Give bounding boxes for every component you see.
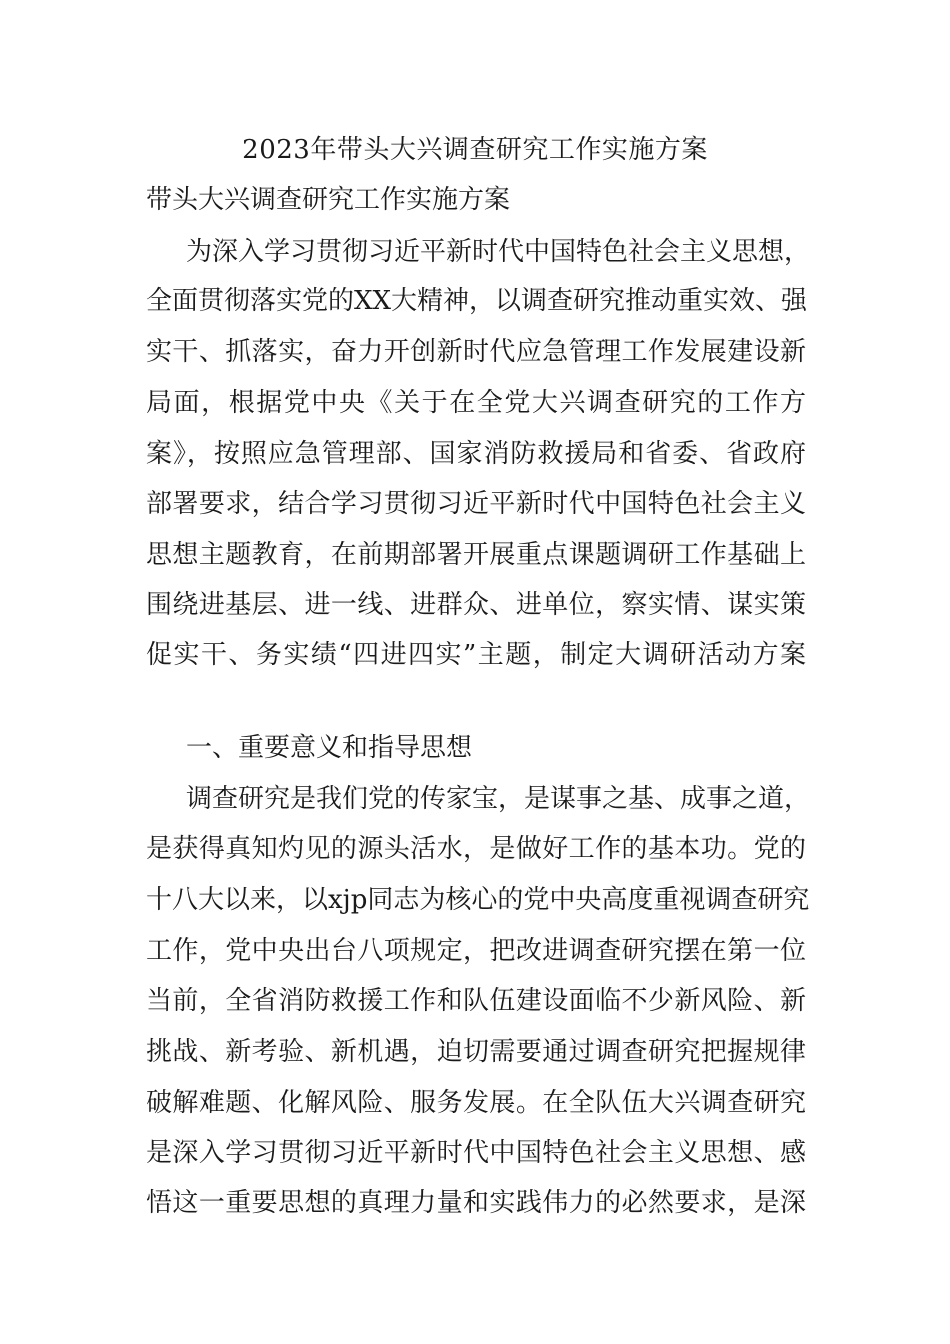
- paragraph-line: 部署要求，结合学习贯彻习近平新时代中国特色社会主义: [146, 489, 806, 519]
- paragraph-line: 案》，按照应急管理部、国家消防救援局和省委、省政府: [146, 439, 806, 469]
- paragraph-line: 工作，党中央出台八项规定，把改进调查研究摆在第一位: [146, 936, 806, 966]
- paragraph-line: 为深入学习贯彻习近平新时代中国特色社会主义思想，: [186, 237, 811, 267]
- paragraph-line: 悟这一重要思想的真理力量和实践伟力的必然要求，是深: [146, 1188, 806, 1218]
- paragraph-line: 实干、抓落实，奋力开创新时代应急管理工作发展建设新: [146, 337, 806, 367]
- paragraph-line: 是获得真知灼见的源头活水，是做好工作的基本功。党的: [146, 834, 806, 864]
- paragraph-line: 思想主题教育，在前期部署开展重点课题调研工作基础上: [146, 540, 806, 570]
- paragraph-line: 当前，全省消防救援工作和队伍建设面临不少新风险、新: [146, 986, 806, 1016]
- paragraph-line: 挑战、新考验、新机遇，迫切需要通过调查研究把握规律: [146, 1037, 806, 1067]
- document-subtitle: 带头大兴调查研究工作实施方案: [146, 185, 511, 215]
- paragraph-line: 局面，根据党中央《关于在全党大兴调查研究的工作方: [146, 388, 806, 418]
- paragraph-line: 十八大以来，以xjp同志为核心的党中央高度重视调查研究: [146, 885, 810, 915]
- paragraph-line: 是深入学习贯彻习近平新时代中国特色社会主义思想、感: [146, 1138, 806, 1168]
- paragraph-line: 促实干、务实绩“四进四实”主题，制定大调研活动方案: [146, 640, 806, 670]
- paragraph-line: 全面贯彻落实党的XX大精神，以调查研究推动重实效、强: [146, 286, 808, 316]
- paragraph-line: 围绕进基层、进一线、进群众、进单位，察实情、谋实策: [146, 590, 806, 620]
- document-title: 2023年带头大兴调查研究工作实施方案: [242, 135, 708, 165]
- paragraph-line: 破解难题、化解风险、服务发展。在全队伍大兴调查研究: [146, 1088, 806, 1118]
- paragraph-line: 调查研究是我们党的传家宝，是谋事之基、成事之道，: [186, 784, 811, 814]
- section-heading: 一、重要意义和指导思想: [186, 733, 473, 763]
